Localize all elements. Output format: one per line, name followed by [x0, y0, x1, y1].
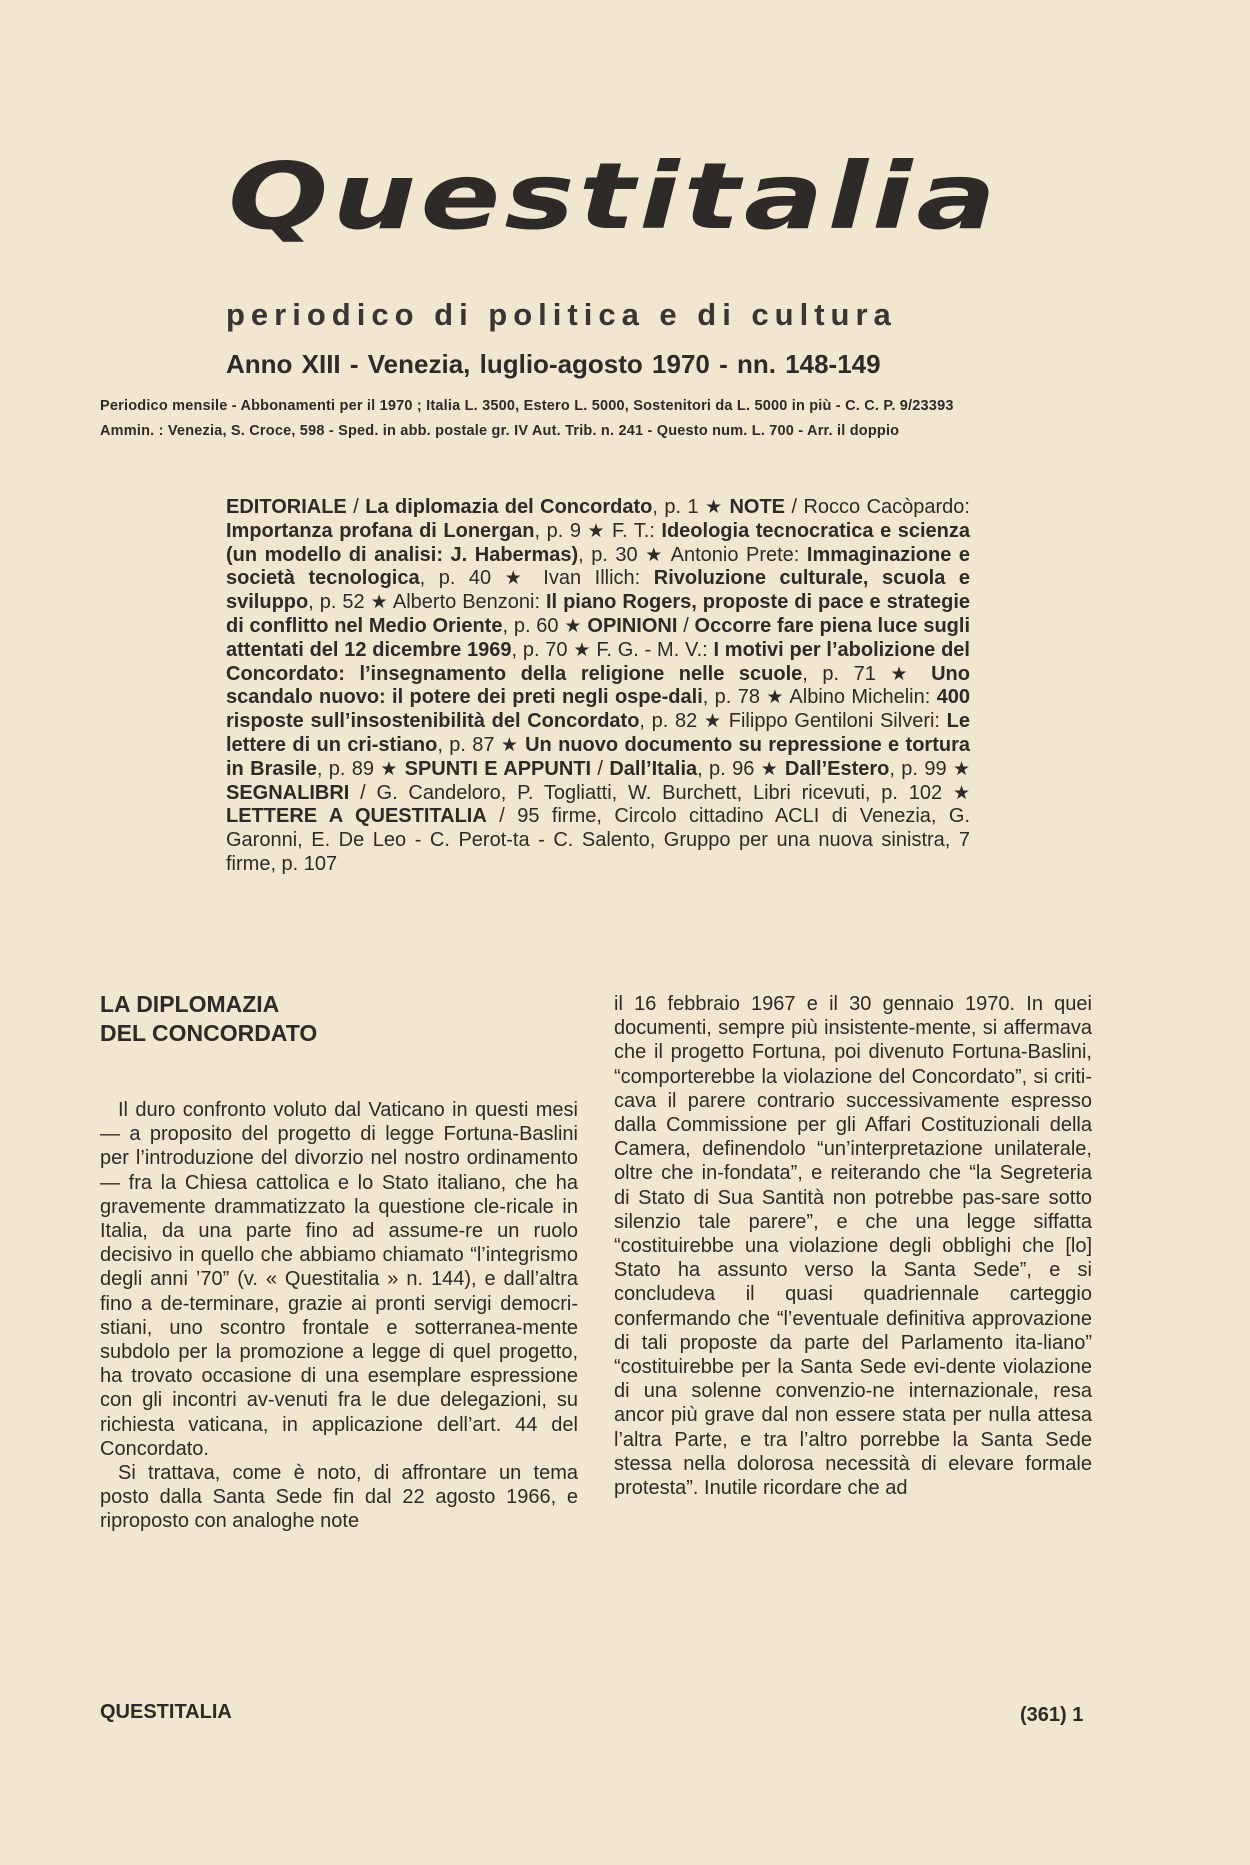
toc-text — [917, 663, 932, 685]
issue-line: Anno XIII - Venezia, luglio-agosto 1970 - nn. 148-149 — [226, 349, 881, 379]
star-separator-icon: ★ — [766, 687, 785, 709]
toc-title: Rivoluzione culturale, scuola e sviluppo — [226, 567, 970, 614]
toc-title: SEGNALIBRI — [226, 781, 350, 804]
article-column-left — [100, 1098, 578, 1534]
masthead-logo: Questitalia — [228, 142, 1000, 250]
toc-text: Antonio Prete: — [664, 543, 807, 566]
toc-title: Le lettere di un cri-stiano — [226, 710, 970, 756]
article-title-line: DEL CONCORDATO — [100, 1020, 318, 1046]
toc-text: Ivan Illich: — [529, 567, 654, 590]
star-separator-icon: ★ — [705, 497, 723, 518]
administration-line: Ammin. : Venezia, S. Croce, 598 - Sped. in abb. postale gr. IV Aut. Trib. n. 241 - Questo num. L. 700 - Arr. il doppio — [100, 423, 900, 439]
toc-title: SPUNTI E APPUNTI — [404, 757, 592, 780]
star-separator-icon: ★ — [703, 711, 723, 733]
toc-title: LETTERE A QUESTITALIA — [226, 805, 487, 828]
toc-text: / 95 firme, Circolo cittadino ACLI di Venezia, G. Garonni, E. De Leo - C. Perot-ta - C. Salento, Gruppo per una nuova sinistra, 7 firme, p. 107 — [226, 805, 971, 875]
toc-text: F. G. - M. V.: — [590, 638, 714, 661]
subtitle: periodico di politica e di cultura — [226, 297, 897, 332]
toc-title: Un nuovo documento su repressione e tortura in Brasile — [226, 733, 970, 780]
toc-title: Uno scandalo nuovo: il potere dei preti negli ospe-dali — [226, 662, 970, 709]
toc-text: , p. 60 — [502, 614, 565, 637]
toc-text: , p. 52 — [308, 591, 371, 614]
toc-title: 400 risposte sull’insostenibilità del Concordato — [226, 686, 970, 733]
toc-title: La diplomazia del Concordato — [365, 496, 653, 518]
toc-text: , p. 96 — [697, 757, 761, 780]
toc-text: , p. 82 — [639, 710, 704, 733]
toc-title: Ideologia tecnocratica e scienza (un modello di analisi: J. Habermas) — [226, 519, 971, 566]
toc-text: / G. Candeloro, P. Togliatti, W. Burchett, Libri ricevuti, p. 102 — [349, 781, 953, 804]
toc-text: / — [591, 757, 610, 780]
toc-title: Dall’Italia — [609, 757, 698, 780]
toc-text: , p. 78 — [702, 686, 767, 709]
toc-title: Immaginazione e società tecnologica — [226, 543, 971, 590]
toc-text: Filippo Gentiloni Silveri: — [722, 710, 947, 733]
toc-title: Il piano Rogers, proposte di pace e strategie di conflitto nel Medio Oriente — [226, 591, 970, 637]
toc-title: EDITORIALE — [226, 496, 347, 518]
page-number: (361) 1 — [1020, 1704, 1084, 1726]
star-separator-icon: ★ — [500, 734, 519, 756]
star-separator-icon: ★ — [952, 758, 970, 780]
article-paragraph: il 16 febbraio 1967 e il 30 gennaio 1970. In quei documenti, sempre più insistente-mente, si affermava che il progetto Fortuna, poi divenuto Fortuna-Baslini, “comporterebbe la violazione del Concordato”, si criti-cava il parere contrario successivamente espresso dalla Commissione per gli Affari Costituzionali della Camera, definendolo “un’interpretazione unilaterale, oltre che in-fondata”, e reiterando che “la Segreteria di Stato di Sua Santità non potrebbe pas-sare sotto silenzio tale parere”, e che una legge siffatta “costituirebbe una violazione degli obblighi che [lo] Stato ha assunto verso la Santa Sede”, e si concludeva il quasi quadriennale carteggio confermando che “l’eventuale definitiva approvazione di tali proposte da parte del Parlamento ita-liano” “costituirebbe per la Santa Sede evi-dente violazione di una solenne convenzio-ne internazionale, resa ancor più grave dal non essere stata per nulla attesa l’altra Parte, e tra l’altro porrebbe la Santa Sede stessa nella dolorosa necessità di elevare formale protesta”. Inutile ricordare che ad — [614, 993, 1092, 1500]
subscription-line: Periodico mensile - Abbonamenti per il 1970 ; Italia L. 3500, Estero L. 5000, Sostenitori da L. 5000 in più - C. C. P. 9/23393 — [100, 398, 954, 414]
article-title — [100, 990, 400, 1048]
article-paragraph: Si trattava, come è noto, di affrontare un tema posto dalla Santa Sede fin dal 22 agosto 1966, e riproposto con analoghe note — [100, 1462, 578, 1533]
star-separator-icon: ★ — [564, 615, 582, 637]
toc-text: , p. 9 — [534, 519, 588, 542]
toc-text: , p. 87 — [437, 733, 501, 756]
toc-text: , p. 89 — [316, 757, 381, 780]
star-separator-icon: ★ — [573, 639, 591, 661]
star-separator-icon: ★ — [760, 758, 779, 780]
toc-title: Occorre fare piena luce sugli attentati del 12 dicembre 1969 — [226, 614, 971, 661]
toc-title: NOTE — [729, 496, 785, 518]
article-paragraph: Il duro confronto voluto dal Vaticano in questi mesi — a proposito del progetto di legge Fortuna-Baslini per l’introduzione del divorzio nel nostro ordinamento — fra la Chiesa cattolica e lo Stato italiano, che ha gravemente drammatizzato la questione cle-ricale in Italia, da una parte fino ad assume-re un ruolo decisivo in quello che abbiamo chiamato “l’integrismo degli anni ’70” (v. « Questitalia » n. 144), e dall’altra fino a de-terminare, grazie ai pronti servigi democri-stiani, uno scontro frontale e sotterranea-mente subdolo per la promozione a legge di quel progetto, ha trovato occasione di una esemplare espressione con gli incontri av-venuti fra le due delegazioni, su richiesta vaticana, in applicazione dell’art. 44 del Concordato. — [100, 1099, 578, 1460]
toc-text: , p. 70 — [511, 638, 574, 661]
article-column-right — [614, 992, 1092, 1500]
star-separator-icon: ★ — [504, 568, 530, 590]
star-separator-icon: ★ — [380, 758, 399, 780]
toc-text: , p. 40 — [419, 567, 505, 590]
footer-journal-name: QUESTITALIA — [100, 1701, 232, 1723]
toc-text: Alberto Benzoni: — [388, 591, 546, 614]
star-separator-icon: ★ — [587, 520, 606, 542]
star-separator-icon: ★ — [645, 544, 665, 566]
toc-title: Importanza profana di Lonergan — [226, 519, 535, 542]
table-of-contents — [226, 496, 970, 877]
toc-text: / — [677, 614, 695, 637]
toc-title: OPINIONI — [587, 614, 678, 637]
star-separator-icon: ★ — [890, 663, 917, 685]
toc-text: , p. 99 — [889, 757, 953, 780]
toc-text: F. T.: — [605, 519, 662, 542]
toc-text: , p. 1 — [652, 496, 706, 518]
star-separator-icon: ★ — [370, 592, 389, 614]
toc-text: , p. 71 — [802, 662, 891, 685]
toc-text: Albino Michelin: — [784, 686, 937, 709]
toc-text: / — [346, 496, 366, 518]
toc-title: Dall’Estero — [784, 757, 890, 780]
toc-text: , p. 30 — [578, 543, 646, 566]
toc-title: I motivi per l’abolizione del Concordato: l’insegnamento della religione nelle scuole — [226, 638, 970, 685]
article-title-line: LA DIPLOMAZIA — [100, 991, 280, 1017]
toc-text: / Rocco Cacòpardo: — [785, 496, 970, 518]
star-separator-icon: ★ — [952, 782, 970, 804]
